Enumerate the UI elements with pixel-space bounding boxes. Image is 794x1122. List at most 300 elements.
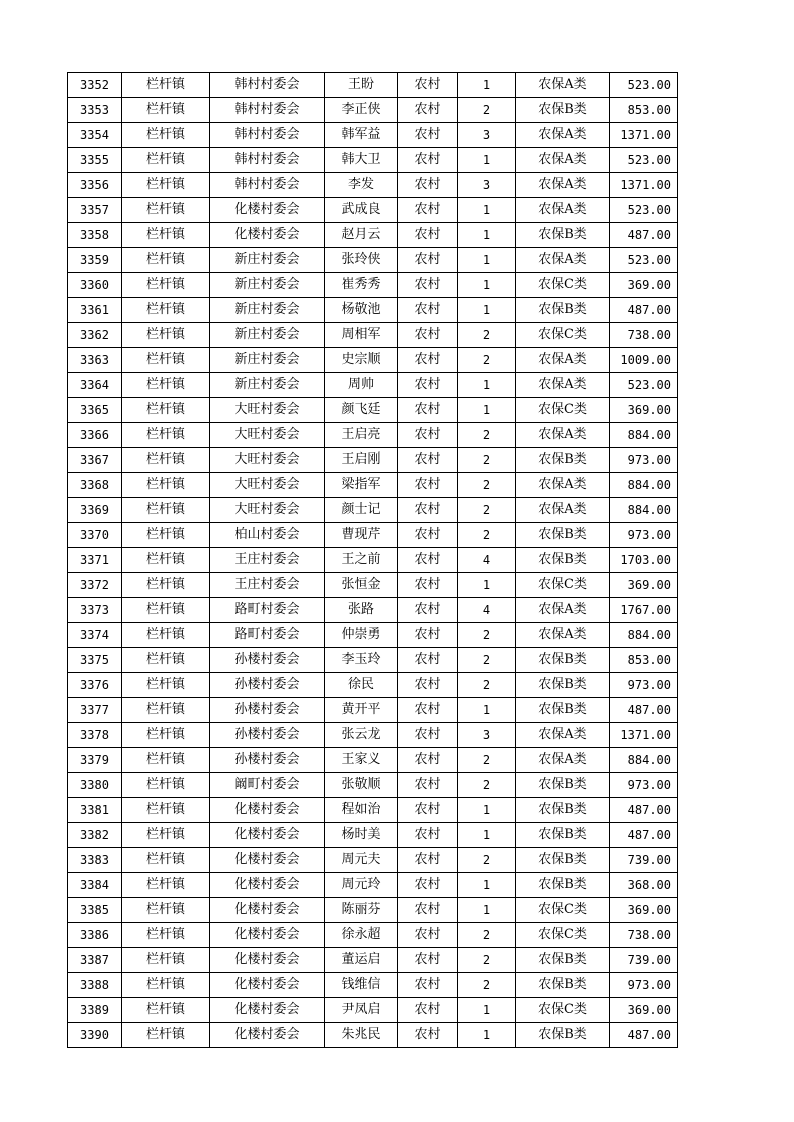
area-type-cell: 农村 <box>398 323 458 348</box>
insurance-category-cell: 农保A类 <box>516 73 610 98</box>
table-row <box>68 948 678 973</box>
amount-cell: 369.00 <box>610 573 678 598</box>
household-count-cell: 1 <box>458 823 516 848</box>
household-count-cell: 1 <box>458 373 516 398</box>
town-cell: 栏杆镇 <box>122 123 210 148</box>
amount-cell: 487.00 <box>610 1023 678 1048</box>
village-committee-cell: 化楼村委会 <box>210 948 325 973</box>
village-committee-cell: 新庄村委会 <box>210 273 325 298</box>
household-count-cell: 2 <box>458 673 516 698</box>
name-cell: 颜士记 <box>325 498 398 523</box>
serial-number-cell: 3380 <box>68 773 122 798</box>
village-committee-cell: 大旺村委会 <box>210 448 325 473</box>
name-cell: 张云龙 <box>325 723 398 748</box>
serial-number-cell: 3377 <box>68 698 122 723</box>
serial-number-cell: 3362 <box>68 323 122 348</box>
serial-number-cell: 3355 <box>68 148 122 173</box>
name-cell: 王启刚 <box>325 448 398 473</box>
amount-cell: 369.00 <box>610 273 678 298</box>
amount-cell: 1703.00 <box>610 548 678 573</box>
area-type-cell: 农村 <box>398 73 458 98</box>
insurance-category-cell: 农保B类 <box>516 848 610 873</box>
town-cell: 栏杆镇 <box>122 698 210 723</box>
household-count-cell: 2 <box>458 523 516 548</box>
name-cell: 周元夫 <box>325 848 398 873</box>
name-cell: 李正侠 <box>325 98 398 123</box>
insurance-category-cell: 农保B类 <box>516 698 610 723</box>
amount-cell: 884.00 <box>610 423 678 448</box>
village-committee-cell: 新庄村委会 <box>210 323 325 348</box>
insurance-category-cell: 农保B类 <box>516 873 610 898</box>
serial-number-cell: 3388 <box>68 973 122 998</box>
name-cell: 王之前 <box>325 548 398 573</box>
serial-number-cell: 3386 <box>68 923 122 948</box>
insurance-category-cell: 农保A类 <box>516 148 610 173</box>
area-type-cell: 农村 <box>398 773 458 798</box>
amount-cell: 523.00 <box>610 373 678 398</box>
village-committee-cell: 化楼村委会 <box>210 898 325 923</box>
household-count-cell: 2 <box>458 448 516 473</box>
name-cell: 张路 <box>325 598 398 623</box>
serial-number-cell: 3372 <box>68 573 122 598</box>
area-type-cell: 农村 <box>398 523 458 548</box>
area-type-cell: 农村 <box>398 998 458 1023</box>
table-row <box>68 523 678 548</box>
table-row <box>68 548 678 573</box>
name-cell: 朱兆民 <box>325 1023 398 1048</box>
household-count-cell: 2 <box>458 648 516 673</box>
area-type-cell: 农村 <box>398 548 458 573</box>
town-cell: 栏杆镇 <box>122 248 210 273</box>
serial-number-cell: 3382 <box>68 823 122 848</box>
household-count-cell: 2 <box>458 423 516 448</box>
household-count-cell: 2 <box>458 498 516 523</box>
amount-cell: 487.00 <box>610 698 678 723</box>
insurance-category-cell: 农保B类 <box>516 523 610 548</box>
name-cell: 韩大卫 <box>325 148 398 173</box>
name-cell: 张玲侠 <box>325 248 398 273</box>
amount-cell: 738.00 <box>610 923 678 948</box>
table-row <box>68 973 678 998</box>
town-cell: 栏杆镇 <box>122 148 210 173</box>
serial-number-cell: 3376 <box>68 673 122 698</box>
village-committee-cell: 大旺村委会 <box>210 498 325 523</box>
area-type-cell: 农村 <box>398 173 458 198</box>
amount-cell: 487.00 <box>610 798 678 823</box>
household-count-cell: 1 <box>458 798 516 823</box>
table-row <box>68 573 678 598</box>
household-count-cell: 1 <box>458 573 516 598</box>
town-cell: 栏杆镇 <box>122 373 210 398</box>
area-type-cell: 农村 <box>398 498 458 523</box>
name-cell: 张敬顺 <box>325 773 398 798</box>
insurance-category-cell: 农保B类 <box>516 98 610 123</box>
amount-cell: 523.00 <box>610 148 678 173</box>
table-row <box>68 823 678 848</box>
town-cell: 栏杆镇 <box>122 548 210 573</box>
serial-number-cell: 3373 <box>68 598 122 623</box>
name-cell: 周相军 <box>325 323 398 348</box>
household-count-cell: 1 <box>458 1023 516 1048</box>
amount-cell: 739.00 <box>610 848 678 873</box>
town-cell: 栏杆镇 <box>122 223 210 248</box>
amount-cell: 884.00 <box>610 748 678 773</box>
serial-number-cell: 3378 <box>68 723 122 748</box>
insurance-category-cell: 农保A类 <box>516 248 610 273</box>
amount-cell: 853.00 <box>610 98 678 123</box>
table-row <box>68 673 678 698</box>
serial-number-cell: 3384 <box>68 873 122 898</box>
town-cell: 栏杆镇 <box>122 98 210 123</box>
town-cell: 栏杆镇 <box>122 398 210 423</box>
village-committee-cell: 阚町村委会 <box>210 773 325 798</box>
name-cell: 周元玲 <box>325 873 398 898</box>
village-committee-cell: 韩村村委会 <box>210 73 325 98</box>
town-cell: 栏杆镇 <box>122 573 210 598</box>
name-cell: 崔秀秀 <box>325 273 398 298</box>
town-cell: 栏杆镇 <box>122 473 210 498</box>
name-cell: 陈丽芬 <box>325 898 398 923</box>
household-count-cell: 2 <box>458 923 516 948</box>
table-row <box>68 123 678 148</box>
insurance-category-cell: 农保B类 <box>516 1023 610 1048</box>
town-cell: 栏杆镇 <box>122 998 210 1023</box>
insurance-category-cell: 农保C类 <box>516 273 610 298</box>
serial-number-cell: 3359 <box>68 248 122 273</box>
town-cell: 栏杆镇 <box>122 673 210 698</box>
household-count-cell: 3 <box>458 723 516 748</box>
amount-cell: 1767.00 <box>610 598 678 623</box>
table-row <box>68 223 678 248</box>
village-committee-cell: 化楼村委会 <box>210 223 325 248</box>
insurance-category-cell: 农保A类 <box>516 173 610 198</box>
amount-cell: 973.00 <box>610 773 678 798</box>
village-committee-cell: 大旺村委会 <box>210 423 325 448</box>
name-cell: 李发 <box>325 173 398 198</box>
town-cell: 栏杆镇 <box>122 923 210 948</box>
amount-cell: 973.00 <box>610 523 678 548</box>
village-committee-cell: 韩村村委会 <box>210 123 325 148</box>
town-cell: 栏杆镇 <box>122 598 210 623</box>
area-type-cell: 农村 <box>398 698 458 723</box>
town-cell: 栏杆镇 <box>122 973 210 998</box>
amount-cell: 739.00 <box>610 948 678 973</box>
amount-cell: 1371.00 <box>610 173 678 198</box>
household-count-cell: 3 <box>458 173 516 198</box>
town-cell: 栏杆镇 <box>122 523 210 548</box>
household-count-cell: 4 <box>458 598 516 623</box>
insurance-category-cell: 农保B类 <box>516 448 610 473</box>
village-committee-cell: 化楼村委会 <box>210 923 325 948</box>
village-committee-cell: 化楼村委会 <box>210 973 325 998</box>
village-committee-cell: 王庄村委会 <box>210 573 325 598</box>
area-type-cell: 农村 <box>398 973 458 998</box>
area-type-cell: 农村 <box>398 723 458 748</box>
village-committee-cell: 柏山村委会 <box>210 523 325 548</box>
name-cell: 王盼 <box>325 73 398 98</box>
area-type-cell: 农村 <box>398 923 458 948</box>
insurance-category-cell: 农保B类 <box>516 773 610 798</box>
village-committee-cell: 新庄村委会 <box>210 348 325 373</box>
serial-number-cell: 3375 <box>68 648 122 673</box>
town-cell: 栏杆镇 <box>122 73 210 98</box>
serial-number-cell: 3383 <box>68 848 122 873</box>
town-cell: 栏杆镇 <box>122 498 210 523</box>
village-committee-cell: 韩村村委会 <box>210 173 325 198</box>
table-row <box>68 348 678 373</box>
serial-number-cell: 3366 <box>68 423 122 448</box>
household-count-cell: 1 <box>458 998 516 1023</box>
area-type-cell: 农村 <box>398 673 458 698</box>
town-cell: 栏杆镇 <box>122 948 210 973</box>
table-row <box>68 498 678 523</box>
name-cell: 钱维信 <box>325 973 398 998</box>
table-row <box>68 298 678 323</box>
table-row <box>68 198 678 223</box>
insurance-category-cell: 农保A类 <box>516 748 610 773</box>
household-count-cell: 2 <box>458 973 516 998</box>
household-count-cell: 1 <box>458 273 516 298</box>
amount-cell: 523.00 <box>610 198 678 223</box>
amount-cell: 369.00 <box>610 898 678 923</box>
household-count-cell: 4 <box>458 548 516 573</box>
table-row <box>68 723 678 748</box>
serial-number-cell: 3365 <box>68 398 122 423</box>
insurance-category-cell: 农保B类 <box>516 973 610 998</box>
name-cell: 杨时美 <box>325 823 398 848</box>
serial-number-cell: 3360 <box>68 273 122 298</box>
area-type-cell: 农村 <box>398 898 458 923</box>
table-row <box>68 698 678 723</box>
amount-cell: 853.00 <box>610 648 678 673</box>
amount-cell: 523.00 <box>610 248 678 273</box>
village-committee-cell: 新庄村委会 <box>210 298 325 323</box>
town-cell: 栏杆镇 <box>122 798 210 823</box>
area-type-cell: 农村 <box>398 573 458 598</box>
serial-number-cell: 3358 <box>68 223 122 248</box>
table-row <box>68 773 678 798</box>
town-cell: 栏杆镇 <box>122 723 210 748</box>
area-type-cell: 农村 <box>398 148 458 173</box>
serial-number-cell: 3352 <box>68 73 122 98</box>
household-count-cell: 1 <box>458 873 516 898</box>
area-type-cell: 农村 <box>398 273 458 298</box>
town-cell: 栏杆镇 <box>122 448 210 473</box>
table-row <box>68 598 678 623</box>
village-committee-cell: 韩村村委会 <box>210 98 325 123</box>
serial-number-cell: 3356 <box>68 173 122 198</box>
insurance-category-cell: 农保C类 <box>516 323 610 348</box>
serial-number-cell: 3363 <box>68 348 122 373</box>
serial-number-cell: 3364 <box>68 373 122 398</box>
town-cell: 栏杆镇 <box>122 823 210 848</box>
household-count-cell: 1 <box>458 248 516 273</box>
name-cell: 张恒金 <box>325 573 398 598</box>
serial-number-cell: 3369 <box>68 498 122 523</box>
town-cell: 栏杆镇 <box>122 648 210 673</box>
village-committee-cell: 化楼村委会 <box>210 823 325 848</box>
insurance-category-cell: 农保A类 <box>516 348 610 373</box>
amount-cell: 973.00 <box>610 448 678 473</box>
insurance-category-cell: 农保B类 <box>516 223 610 248</box>
serial-number-cell: 3370 <box>68 523 122 548</box>
village-committee-cell: 化楼村委会 <box>210 198 325 223</box>
village-committee-cell: 大旺村委会 <box>210 398 325 423</box>
table-row <box>68 398 678 423</box>
household-count-cell: 2 <box>458 748 516 773</box>
area-type-cell: 农村 <box>398 398 458 423</box>
serial-number-cell: 3381 <box>68 798 122 823</box>
table-row <box>68 473 678 498</box>
serial-number-cell: 3390 <box>68 1023 122 1048</box>
table-row <box>68 98 678 123</box>
area-type-cell: 农村 <box>398 748 458 773</box>
village-committee-cell: 王庄村委会 <box>210 548 325 573</box>
table-row <box>68 873 678 898</box>
insurance-category-cell: 农保C类 <box>516 923 610 948</box>
town-cell: 栏杆镇 <box>122 623 210 648</box>
amount-cell: 1009.00 <box>610 348 678 373</box>
insurance-category-cell: 农保A类 <box>516 623 610 648</box>
area-type-cell: 农村 <box>398 648 458 673</box>
amount-cell: 523.00 <box>610 73 678 98</box>
name-cell: 仲崇勇 <box>325 623 398 648</box>
name-cell: 程如治 <box>325 798 398 823</box>
area-type-cell: 农村 <box>398 823 458 848</box>
table-row <box>68 923 678 948</box>
amount-cell: 884.00 <box>610 473 678 498</box>
serial-number-cell: 3361 <box>68 298 122 323</box>
serial-number-cell: 3389 <box>68 998 122 1023</box>
name-cell: 王家义 <box>325 748 398 773</box>
amount-cell: 487.00 <box>610 823 678 848</box>
name-cell: 赵月云 <box>325 223 398 248</box>
area-type-cell: 农村 <box>398 298 458 323</box>
household-count-cell: 3 <box>458 123 516 148</box>
table-row <box>68 423 678 448</box>
amount-cell: 1371.00 <box>610 123 678 148</box>
name-cell: 徐永超 <box>325 923 398 948</box>
town-cell: 栏杆镇 <box>122 173 210 198</box>
village-committee-cell: 大旺村委会 <box>210 473 325 498</box>
town-cell: 栏杆镇 <box>122 898 210 923</box>
town-cell: 栏杆镇 <box>122 748 210 773</box>
village-committee-cell: 孙楼村委会 <box>210 648 325 673</box>
table-row <box>68 798 678 823</box>
name-cell: 李玉玲 <box>325 648 398 673</box>
area-type-cell: 农村 <box>398 848 458 873</box>
insurance-category-cell: 农保A类 <box>516 723 610 748</box>
table-body <box>68 73 678 1048</box>
table-row <box>68 273 678 298</box>
household-count-cell: 1 <box>458 223 516 248</box>
insurance-category-cell: 农保A类 <box>516 498 610 523</box>
area-type-cell: 农村 <box>398 448 458 473</box>
insurance-category-cell: 农保B类 <box>516 798 610 823</box>
table-row <box>68 323 678 348</box>
serial-number-cell: 3353 <box>68 98 122 123</box>
table-row <box>68 648 678 673</box>
area-type-cell: 农村 <box>398 423 458 448</box>
area-type-cell: 农村 <box>398 223 458 248</box>
insurance-category-cell: 农保A类 <box>516 598 610 623</box>
village-committee-cell: 路町村委会 <box>210 598 325 623</box>
household-count-cell: 1 <box>458 398 516 423</box>
town-cell: 栏杆镇 <box>122 1023 210 1048</box>
household-count-cell: 1 <box>458 148 516 173</box>
insurance-category-cell: 农保C类 <box>516 573 610 598</box>
household-count-cell: 1 <box>458 198 516 223</box>
household-count-cell: 2 <box>458 98 516 123</box>
household-count-cell: 1 <box>458 73 516 98</box>
village-committee-cell: 孙楼村委会 <box>210 748 325 773</box>
table-row <box>68 998 678 1023</box>
village-committee-cell: 新庄村委会 <box>210 248 325 273</box>
name-cell: 史宗顺 <box>325 348 398 373</box>
household-count-cell: 2 <box>458 773 516 798</box>
serial-number-cell: 3357 <box>68 198 122 223</box>
table-row <box>68 848 678 873</box>
insurance-category-cell: 农保B类 <box>516 648 610 673</box>
village-committee-cell: 孙楼村委会 <box>210 723 325 748</box>
household-count-cell: 2 <box>458 323 516 348</box>
village-committee-cell: 化楼村委会 <box>210 1023 325 1048</box>
town-cell: 栏杆镇 <box>122 323 210 348</box>
town-cell: 栏杆镇 <box>122 273 210 298</box>
name-cell: 曹现芹 <box>325 523 398 548</box>
insurance-category-cell: 农保C类 <box>516 998 610 1023</box>
village-committee-cell: 韩村村委会 <box>210 148 325 173</box>
amount-cell: 884.00 <box>610 623 678 648</box>
name-cell: 韩军益 <box>325 123 398 148</box>
name-cell: 徐民 <box>325 673 398 698</box>
name-cell: 董运启 <box>325 948 398 973</box>
serial-number-cell: 3387 <box>68 948 122 973</box>
insurance-category-cell: 农保C类 <box>516 398 610 423</box>
amount-cell: 369.00 <box>610 998 678 1023</box>
amount-cell: 369.00 <box>610 398 678 423</box>
household-count-cell: 1 <box>458 698 516 723</box>
village-committee-cell: 路町村委会 <box>210 623 325 648</box>
town-cell: 栏杆镇 <box>122 848 210 873</box>
serial-number-cell: 3367 <box>68 448 122 473</box>
table-row <box>68 748 678 773</box>
village-committee-cell: 孙楼村委会 <box>210 698 325 723</box>
table-row <box>68 623 678 648</box>
insurance-category-cell: 农保B类 <box>516 948 610 973</box>
insurance-category-cell: 农保A类 <box>516 198 610 223</box>
area-type-cell: 农村 <box>398 98 458 123</box>
amount-cell: 738.00 <box>610 323 678 348</box>
table-row <box>68 173 678 198</box>
amount-cell: 1371.00 <box>610 723 678 748</box>
name-cell: 颜飞廷 <box>325 398 398 423</box>
household-count-cell: 2 <box>458 348 516 373</box>
village-committee-cell: 化楼村委会 <box>210 848 325 873</box>
serial-number-cell: 3385 <box>68 898 122 923</box>
household-count-cell: 2 <box>458 473 516 498</box>
table-row <box>68 1023 678 1048</box>
household-count-cell: 2 <box>458 948 516 973</box>
insurance-category-cell: 农保B类 <box>516 823 610 848</box>
area-type-cell: 农村 <box>398 798 458 823</box>
household-count-cell: 2 <box>458 623 516 648</box>
amount-cell: 884.00 <box>610 498 678 523</box>
amount-cell: 973.00 <box>610 973 678 998</box>
town-cell: 栏杆镇 <box>122 198 210 223</box>
name-cell: 王启亮 <box>325 423 398 448</box>
serial-number-cell: 3354 <box>68 123 122 148</box>
